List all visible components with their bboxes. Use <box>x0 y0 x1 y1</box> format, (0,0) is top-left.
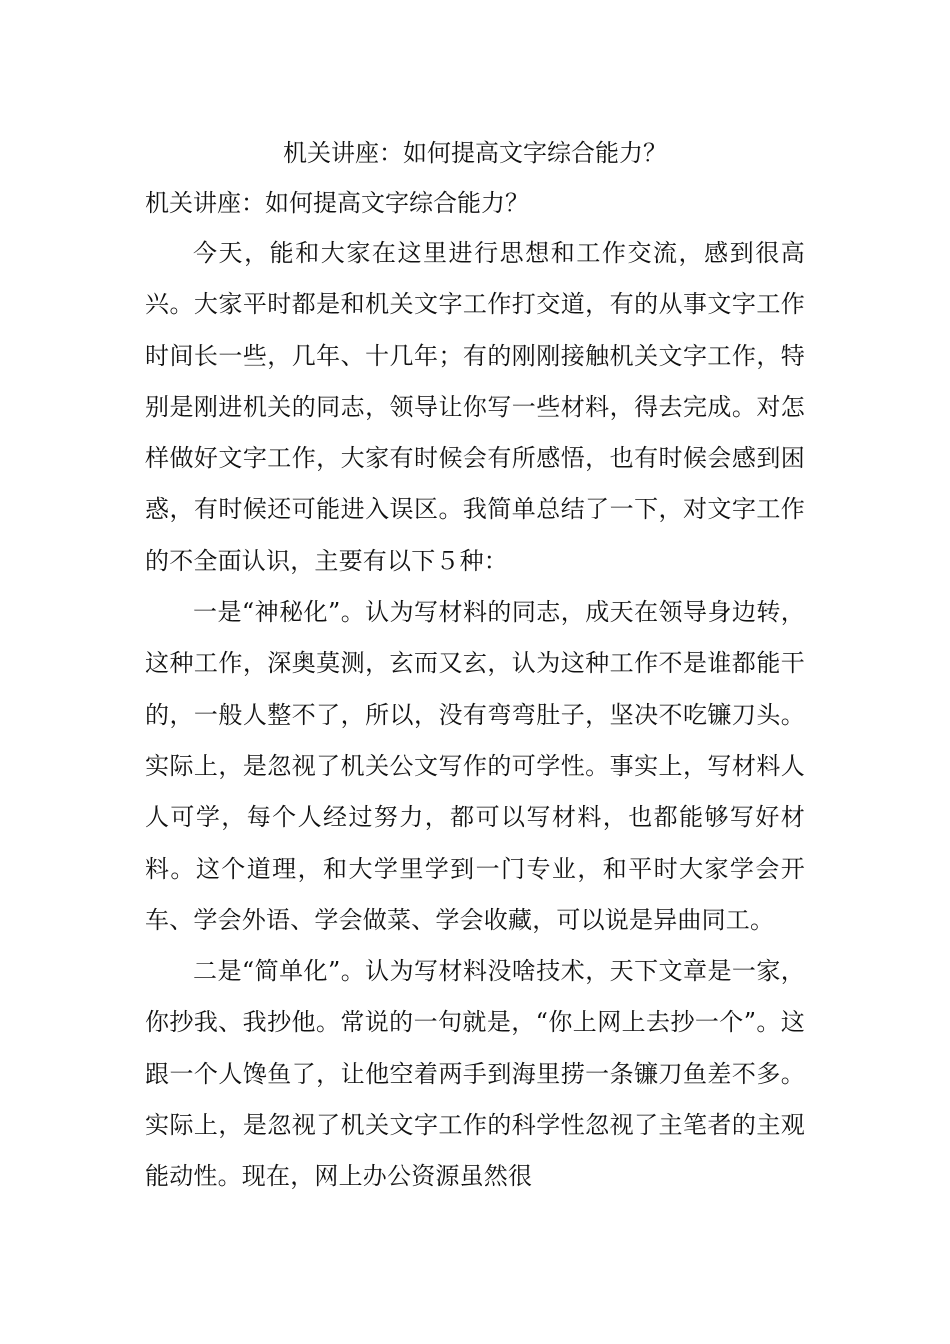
paragraph-point-two: 二是“简单化”。认为写材料没啥技术，天下文章是一家，你抄我、我抄他。常说的一句就是，“你上网上去抄一个”。这跟一个人馋鱼了，让他空着两手到海里捞一条镰刀鱼差不多。实际上，是忽视了机关文字工作的科学性忽视了主笔者的主观能动性。现在，网上办公资源虽然很 <box>145 957 805 1191</box>
paragraph-intro: 今天，能和大家在这里进行思想和工作交流，感到很高兴。大家平时都是和机关文字工作打交道，有的从事文字工作时间长一些，几年、十几年；有的刚刚接触机关文字工作，特别是刚进机关的同志，领导让你写一些材料，得去完成。对怎样做好文字工作，大家有时候会有所感悟，也有时候会感到困惑，有时候还可能进入误区。我简单总结了一下，对文字工作的不全面认识，主要有以下５种： <box>145 239 805 575</box>
document-subtitle: 机关讲座：如何提高文字综合能力？ <box>145 189 529 217</box>
paragraph-point-one: 一是“神秘化”。认为写材料的同志，成天在领导身边转，这种工作，深奥莫测，玄而又玄，认为这种工作不是谁都能干的，一般人整不了，所以，没有弯弯肚子，坚决不吃镰刀头。实际上，是忽视了机关公文写作的可学性。事实上，写材料人人可学，每个人经过努力，都可以写材料，也都能够写好材料。这个道理，和大学里学到一门专业，和平时大家学会开车、学会外语、学会做菜、学会收藏，可以说是异曲同工。 <box>145 598 805 934</box>
document-title: 机关讲座：如何提高文字综合能力？ <box>283 139 667 167</box>
document-body <box>145 228 805 1203</box>
